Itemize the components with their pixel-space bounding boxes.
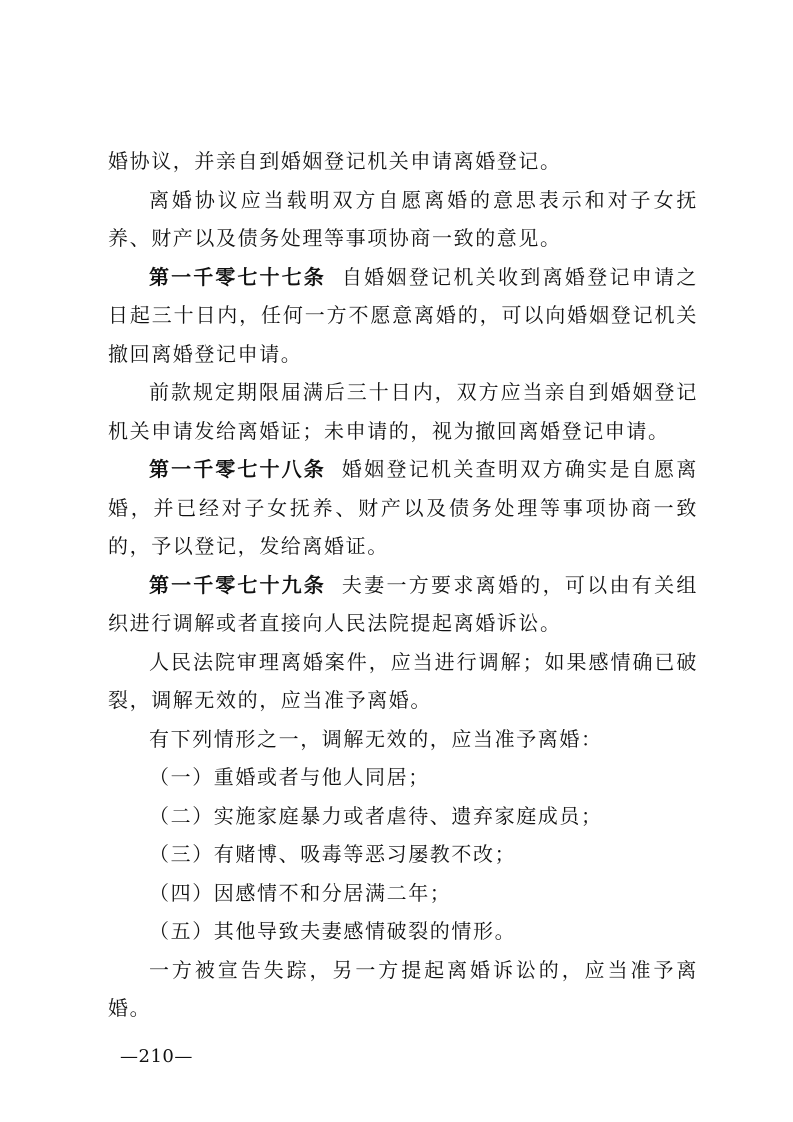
paragraph-text: （一）重婚或者与他人同居； <box>149 765 430 789</box>
article-title: 第一千零七十八条 <box>149 457 326 481</box>
paragraph <box>108 643 698 720</box>
body-text <box>108 142 698 1028</box>
list-item <box>108 912 698 951</box>
article-1078 <box>108 450 698 566</box>
paragraph-text: 婚协议，并亲自到婚姻登记机关申请离婚登记。 <box>108 149 562 173</box>
paragraph-text: 前款规定期限届满后三十日内，双方应当亲自到婚姻登记机关申请发给离婚证；未申请的，视为撤回离婚登记申请。 <box>108 380 698 443</box>
paragraph-text: 有下列情形之一，调解无效的，应当准予离婚： <box>149 726 603 751</box>
list-item <box>108 758 698 797</box>
article-title: 第一千零七十七条 <box>149 264 326 289</box>
paragraph-text: 自婚姻登记机关收到离婚登记申请之日起三十日内，任何一方不愿意离婚的，可以向婚姻登记机关撤回离婚登记申请。 <box>108 264 699 366</box>
paragraph-text: 一方被宣告失踪，另一方提起离婚诉讼的，应当准予离婚。 <box>108 957 698 1020</box>
paragraph <box>108 142 698 181</box>
paragraph-text: 夫妻一方要求离婚的，可以由有关组织进行调解或者直接向人民法院提起离婚诉讼。 <box>108 572 699 635</box>
article-1077 <box>108 258 698 374</box>
paragraph-text: （三）有赌博、吸毒等恶习屡教不改； <box>149 842 517 866</box>
article-1079 <box>108 566 698 643</box>
paragraph-text: 离婚协议应当载明双方自愿离婚的意思表示和对子女抚养、财产以及债务处理等事项协商一致的意见。 <box>108 187 698 250</box>
list-item <box>108 835 698 874</box>
paragraph-text: （四）因感情不和分居满二年； <box>149 880 452 905</box>
page-number: —210— <box>120 1046 193 1067</box>
paragraph-text: 人民法院审理离婚案件，应当进行调解；如果感情确已破裂，调解无效的，应当准予离婚。 <box>108 649 698 712</box>
list-item <box>108 874 698 913</box>
list-item <box>108 797 698 836</box>
paragraph <box>108 181 698 258</box>
paragraph <box>108 951 698 1028</box>
paragraph-text: （五）其他导致夫妻感情破裂的情形。 <box>149 919 517 943</box>
article-title: 第一千零七十九条 <box>149 572 326 597</box>
paragraph-text: 婚姻登记机关查明双方确实是自愿离婚，并已经对子女抚养、财产以及债务处理等事项协商一致的，予以登记，发给离婚证。 <box>108 457 699 558</box>
paragraph <box>108 720 698 759</box>
paragraph-text: （二）实施家庭暴力或者虐待、遗弃家庭成员； <box>149 803 603 828</box>
paragraph <box>108 373 698 450</box>
